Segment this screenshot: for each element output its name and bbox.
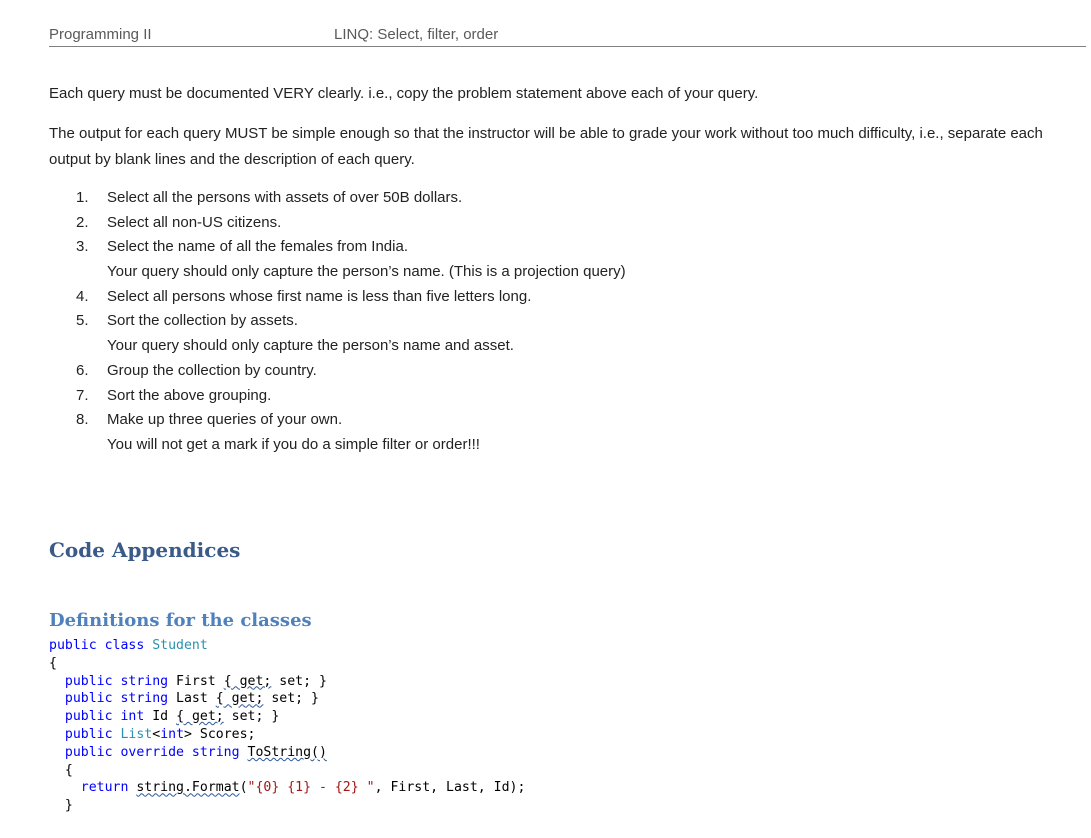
- code-line: [49, 655, 525, 673]
- code-keyword: public class: [49, 638, 145, 653]
- intro-paragraph-2: The output for each query MUST be simple enough so that the instructor will be able to grade your work without too much difficulty, i.e., separate each output by blank lines and the description of each query.: [49, 125, 1043, 168]
- list-text: Make up three queries of your own.: [107, 411, 343, 429]
- code-brace: {: [64, 762, 73, 778]
- code-keyword: return: [80, 780, 129, 796]
- code-squiggle: { get;: [215, 691, 264, 707]
- list-number: 8.: [76, 411, 89, 429]
- code-type: List: [120, 726, 153, 742]
- code-text: (: [239, 780, 248, 796]
- page-header: [49, 26, 1086, 47]
- list-text: Group the collection by country.: [107, 361, 317, 379]
- code-line: [49, 726, 525, 744]
- code-line: [49, 762, 525, 780]
- header-course: Programming II: [49, 26, 152, 43]
- list-number: 6.: [76, 361, 89, 379]
- code-line: [49, 708, 525, 726]
- list-number: 3.: [76, 238, 89, 256]
- code-text: > Scores;: [184, 726, 256, 742]
- code-brace: }: [64, 798, 73, 814]
- code-squiggle: { get;: [223, 673, 272, 689]
- heading-code-appendices: Code Appendices: [49, 538, 241, 562]
- code-keyword: public string: [64, 691, 169, 707]
- list-text: Sort the collection by assets.: [107, 312, 298, 330]
- list-text: Select all persons whose first name is less than five letters long.: [107, 287, 532, 305]
- code-text: <: [152, 726, 161, 742]
- code-keyword: int: [160, 726, 185, 742]
- list-number: 2.: [76, 213, 89, 231]
- list-number: 5.: [76, 312, 89, 330]
- code-line: [49, 673, 525, 691]
- list-text: Sort the above grouping.: [107, 386, 272, 404]
- code-text: , First, Last, Id);: [374, 780, 526, 796]
- code-line: [49, 637, 525, 655]
- list-number: 7.: [76, 386, 89, 404]
- code-text: Id: [144, 709, 177, 725]
- code-line: [49, 797, 525, 815]
- code-squiggle: { get;: [176, 709, 224, 725]
- list-number: 1.: [76, 189, 89, 206]
- list-text: You will not get a mark if you do a simple filter or order!!!: [107, 435, 480, 453]
- header-topic: LINQ: Select, filter, order: [334, 26, 499, 43]
- code-keyword: public int: [64, 709, 145, 725]
- code-squiggle: string.Format: [136, 780, 240, 796]
- code-squiggle: ToString(): [247, 744, 327, 760]
- code-string: "{0} {1} - {2} ": [247, 780, 375, 796]
- code-keyword: public override string: [64, 744, 240, 760]
- code-line: [49, 744, 525, 762]
- list-number: 4.: [76, 287, 89, 305]
- code-text: First: [168, 673, 224, 689]
- code-text: set; }: [263, 691, 319, 707]
- code-line: [49, 690, 525, 708]
- code-keyword: public: [64, 726, 113, 742]
- code-line: [49, 779, 525, 797]
- list-text: Select the name of all the females from India.: [107, 238, 408, 256]
- code-text: Last: [168, 691, 216, 707]
- heading-class-definitions: Definitions for the classes: [49, 610, 312, 631]
- list-text: Select all the persons with assets of over 50B dollars.: [107, 189, 463, 206]
- code-type: Student: [152, 638, 208, 653]
- code-block: [49, 637, 525, 815]
- code-keyword: public string: [64, 673, 169, 689]
- list-text: Your query should only capture the person’s name and asset.: [107, 337, 514, 355]
- code-brace: {: [49, 655, 57, 671]
- code-text: set; }: [271, 673, 327, 689]
- intro-paragraph-1: Each query must be documented VERY clearly. i.e., copy the problem statement above each of your query.: [49, 85, 759, 102]
- code-text: set; }: [223, 709, 280, 725]
- list-text: Select all non-US citizens.: [107, 213, 282, 231]
- list-text: Your query should only capture the person’s name. (This is a projection query): [107, 263, 626, 281]
